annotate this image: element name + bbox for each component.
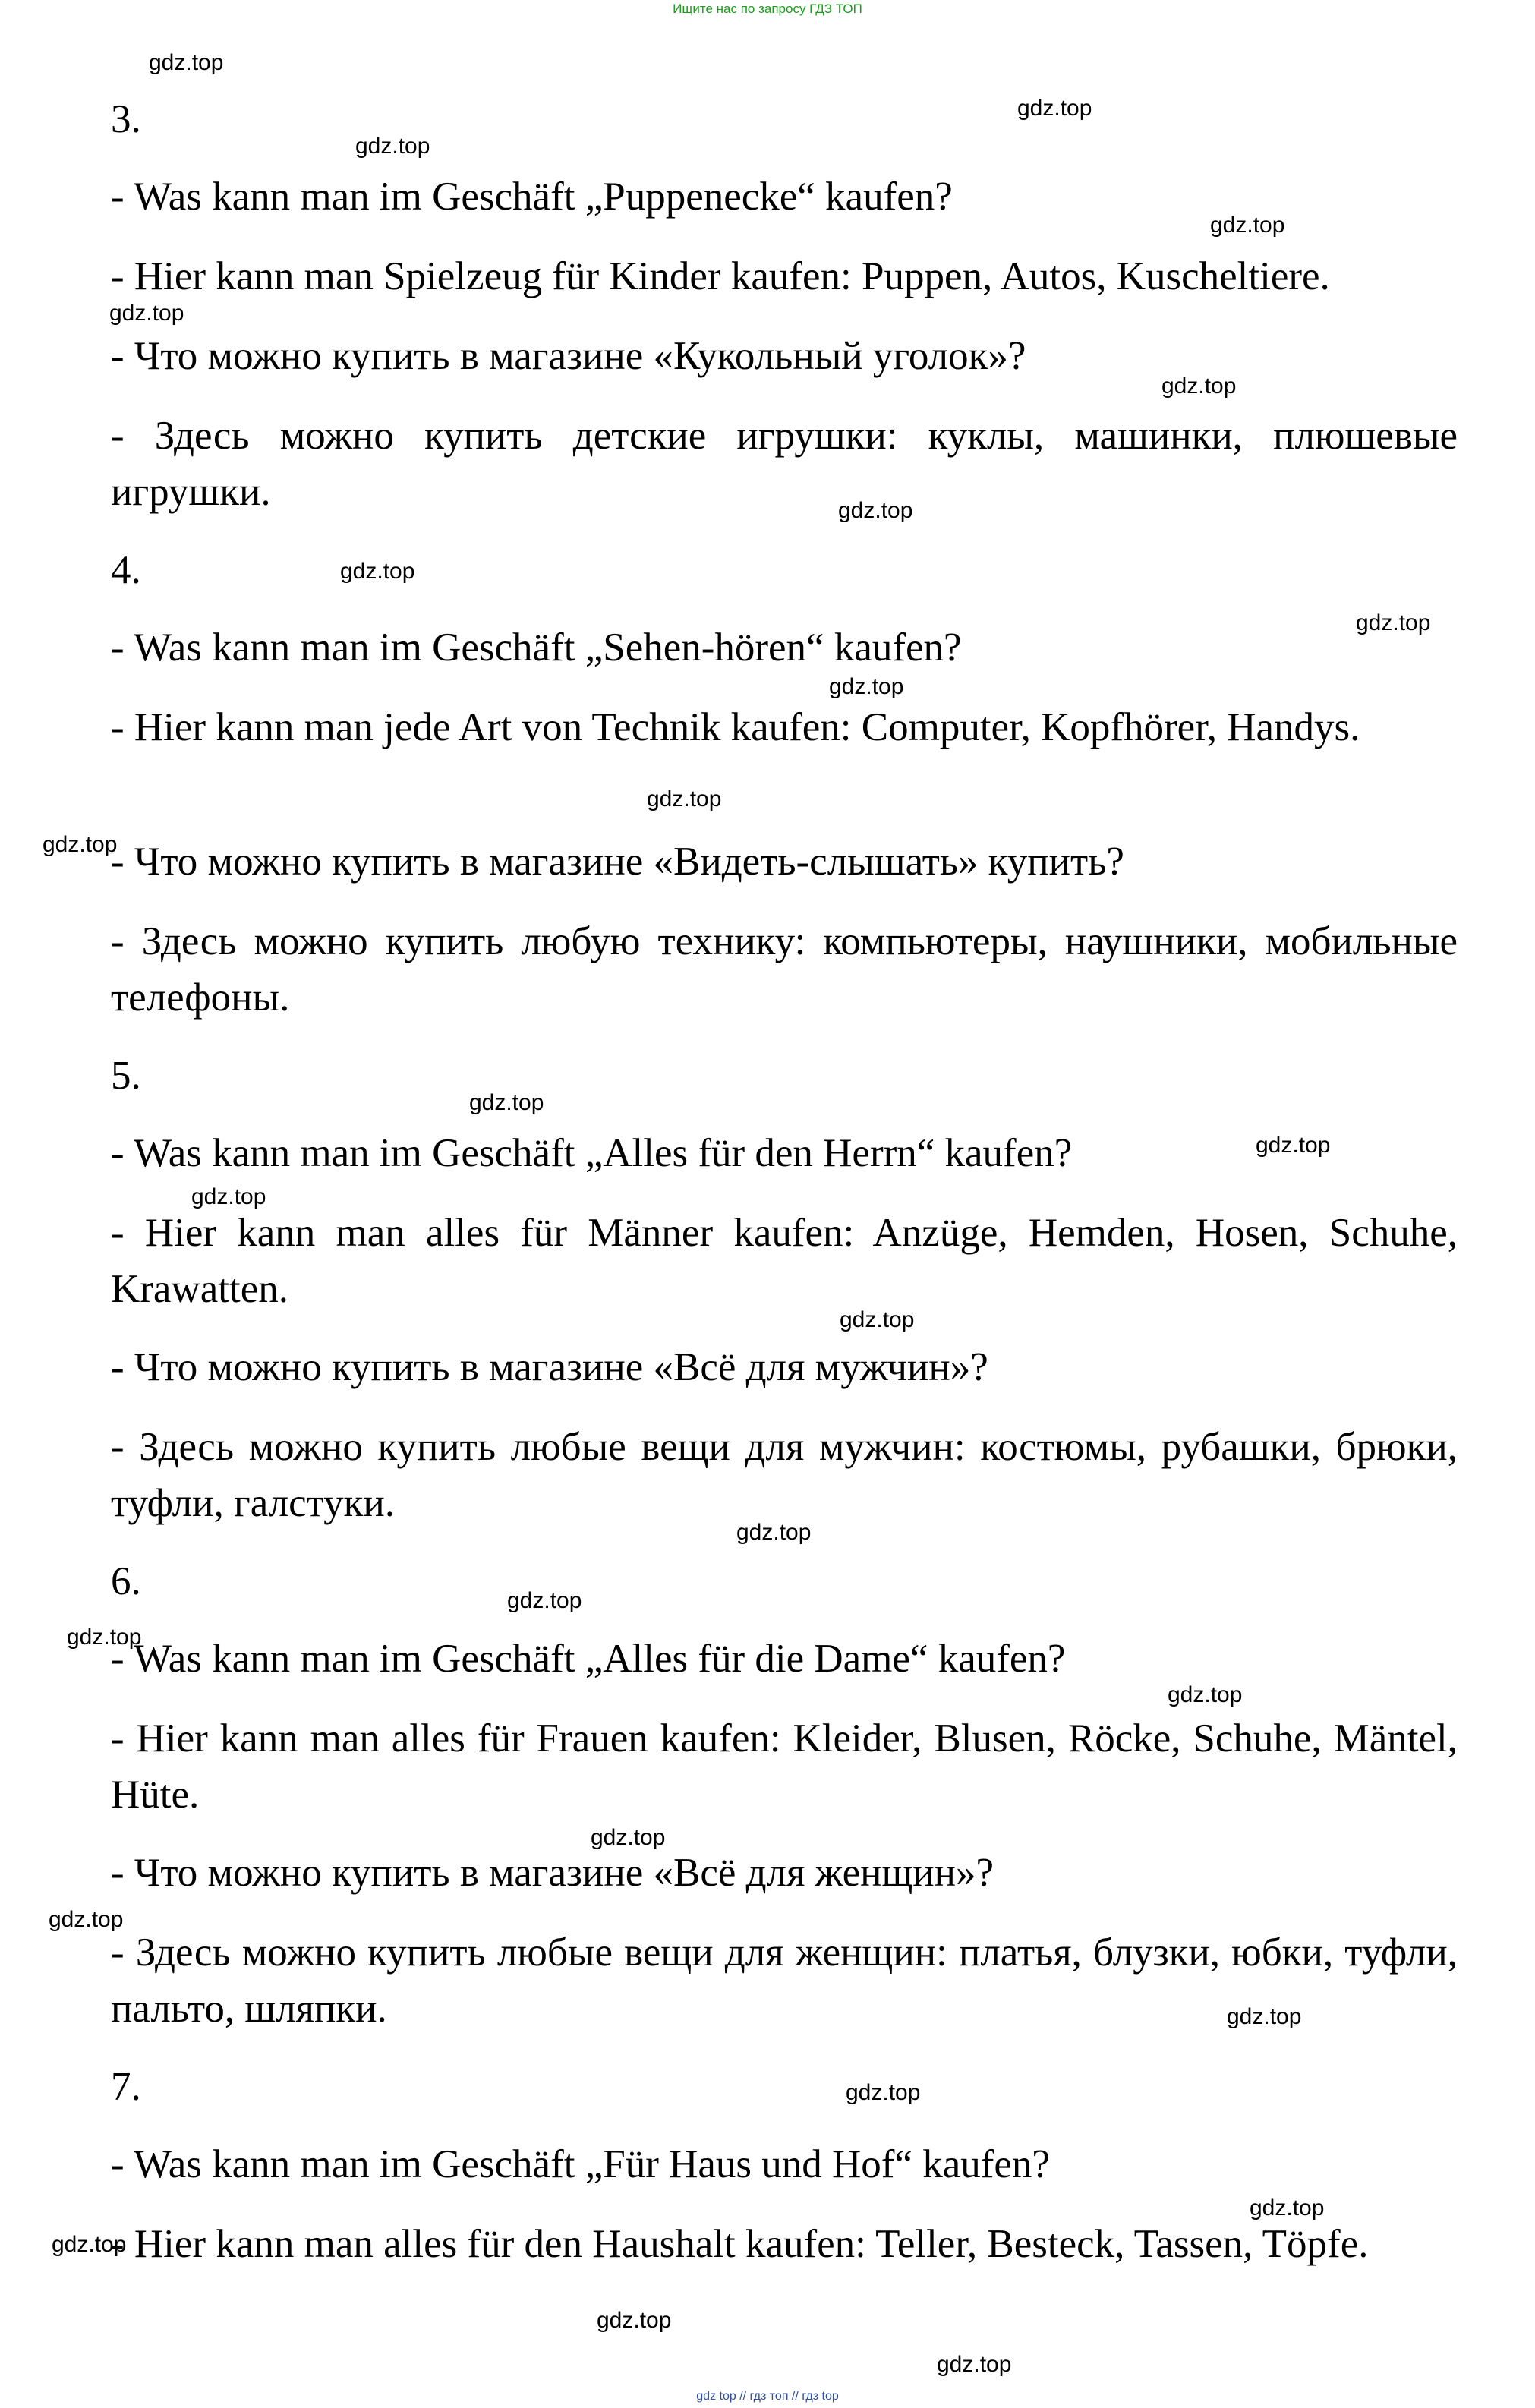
item-number: 6. (111, 1559, 141, 1603)
watermark: gdz.top (1250, 2195, 1325, 2220)
question-ru: - Что можно купить в магазине «Видеть-слышать» купить? (111, 840, 1124, 884)
watermark: gdz.top (829, 674, 904, 699)
answer-de: - Hier kann man Spielzeug für Kinder kaufen: Puppen, Autos, Kuscheltiere. (111, 254, 1330, 298)
watermark: gdz.top (507, 1588, 582, 1613)
watermark: gdz.top (49, 1907, 124, 1932)
watermark: gdz.top (52, 2232, 127, 2257)
question-de: - Was kann man im Geschäft „Alles für die Dame“ kaufen? (111, 1637, 1066, 1681)
item-number: 3. (111, 97, 141, 141)
watermark: gdz.top (838, 498, 913, 523)
watermark: gdz.top (1210, 213, 1285, 238)
watermark: gdz.top (355, 134, 430, 159)
watermark: gdz.top (840, 1307, 915, 1332)
answer-ru: - Здесь можно купить детские игрушки: куклы, машинки, плюшевые игрушки. (111, 414, 1458, 514)
watermark: gdz.top (1017, 96, 1092, 121)
answer-ru: - Здесь можно купить любую технику: компьютеры, наушники, мобильные телефоны. (111, 919, 1458, 1020)
bottom-banner: gdz top // гдз топ // гдз top (696, 2390, 839, 2403)
item-number: 5. (111, 1054, 141, 1098)
answer-ru: - Здесь можно купить любые вещи для мужчин: костюмы, рубашки, брюки, туфли, галстуки. (111, 1425, 1458, 1525)
watermark: gdz.top (1168, 1682, 1243, 1707)
watermark: gdz.top (591, 1825, 666, 1850)
question-de: - Was kann man im Geschäft „Puppenecke“ kaufen? (111, 175, 953, 219)
watermark: gdz.top (340, 559, 415, 584)
answer-de: - Hier kann man alles für den Haushalt kaufen: Teller, Besteck, Tassen, Töpfe. (111, 2222, 1369, 2266)
item-number: 7. (111, 2065, 141, 2109)
top-banner: Ищите нас по запросу ГДЗ ТОП (673, 2, 862, 16)
watermark: gdz.top (191, 1184, 266, 1209)
watermark: gdz.top (67, 1625, 142, 1650)
watermark: gdz.top (149, 50, 224, 75)
watermark: gdz.top (469, 1090, 544, 1115)
question-ru: - Что можно купить в магазине «Кукольный уголок»? (111, 334, 1026, 378)
watermark: gdz.top (1256, 1133, 1331, 1158)
watermark: gdz.top (1161, 373, 1237, 399)
question-de: - Was kann man im Geschäft „Sehen-hören“ kaufen? (111, 626, 962, 670)
watermark: gdz.top (647, 786, 722, 812)
answer-de: - Hier kann man jede Art von Technik kaufen: Computer, Kopfhörer, Handys. (111, 705, 1360, 749)
question-de: - Was kann man im Geschäft „Alles für den Herrn“ kaufen? (111, 1131, 1073, 1175)
answer-de: - Hier kann man alles für Männer kaufen: Anzüge, Hemden, Hosen, Schuhe, Krawatten. (111, 1211, 1458, 1311)
watermark: gdz.top (1227, 2004, 1302, 2029)
watermark: gdz.top (937, 2352, 1012, 2377)
answer-de: - Hier kann man alles für Frauen kaufen: Kleider, Blusen, Röcke, Schuhe, Mäntel, Hüte. (111, 1716, 1458, 1817)
watermark: gdz.top (109, 301, 184, 326)
watermark: gdz.top (736, 1520, 812, 1545)
question-ru: - Что можно купить в магазине «Всё для мужчин»? (111, 1345, 988, 1389)
watermark: gdz.top (846, 2080, 921, 2105)
question-de: - Was kann man im Geschäft „Für Haus und Hof“ kaufen? (111, 2142, 1050, 2186)
item-number: 4. (111, 548, 141, 592)
watermark: gdz.top (43, 832, 118, 857)
watermark: gdz.top (1356, 610, 1431, 635)
question-ru: - Что можно купить в магазине «Всё для женщин»? (111, 1851, 994, 1895)
watermark: gdz.top (597, 2308, 672, 2333)
answer-ru: - Здесь можно купить любые вещи для женщин: платья, блузки, юбки, туфли, пальто, шляпки. (111, 1930, 1458, 2031)
